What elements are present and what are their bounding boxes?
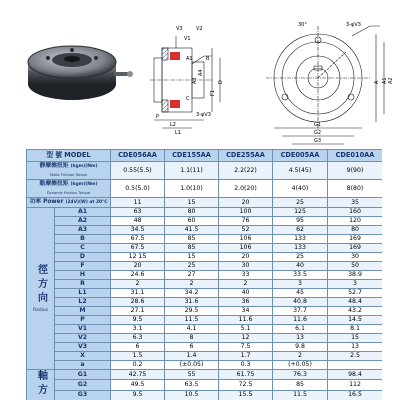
table-cell: 25	[273, 198, 328, 208]
dim-label: V3	[176, 26, 183, 32]
table-cell: 2.5	[328, 352, 383, 361]
dim-label: D	[218, 80, 224, 84]
group-label-cn: 徑方向	[35, 263, 47, 306]
dim-label: 3-φV3	[196, 112, 211, 118]
dim-label: P	[156, 114, 160, 120]
table-cell: 8(80)	[328, 180, 383, 198]
table-cell: 0.3	[219, 361, 273, 370]
table-cell: 33.5	[273, 271, 328, 280]
table-cell: 4.1	[165, 325, 219, 334]
drawing-svg	[0, 0, 400, 148]
table-cell: 38.9	[328, 271, 383, 280]
table-cell: 3	[328, 280, 383, 289]
param-label: P	[55, 316, 111, 325]
dim-label: G1	[314, 122, 322, 128]
param-label: C	[55, 244, 111, 253]
table-cell: 2.0(20)	[219, 180, 273, 198]
model-name: CDE010AA	[328, 150, 383, 162]
front-view-drawing	[266, 26, 384, 144]
table-cell: 37.7	[273, 307, 328, 316]
dim-label: A1	[186, 56, 193, 62]
table-cell: 12	[219, 334, 273, 343]
table-cell: 112	[328, 380, 383, 390]
table-cell: 45	[273, 289, 328, 298]
dim-label: A	[374, 80, 380, 84]
table-cell: 0.55(5.5)	[111, 162, 165, 180]
power-row	[27, 198, 383, 208]
header-row	[27, 150, 383, 162]
table-cell: 14.5	[328, 316, 383, 325]
group-label	[27, 370, 55, 400]
dim-label: V1	[184, 36, 191, 42]
param-label: V2	[55, 334, 111, 343]
table-row	[27, 289, 383, 298]
table-cell: 40	[219, 289, 273, 298]
table-cell: 6	[165, 343, 219, 352]
table-cell: 2	[111, 280, 165, 289]
param-label: F	[55, 262, 111, 271]
table-cell: 13	[328, 343, 383, 352]
table-cell: 61.75	[219, 370, 273, 380]
table-cell: 31.6	[165, 298, 219, 307]
table-cell: 85	[273, 380, 328, 390]
param-label: A1	[55, 208, 111, 217]
table-row	[27, 325, 383, 334]
dim-label: A3	[192, 77, 198, 84]
table-cell: 15	[165, 253, 219, 262]
dim-label: 30°	[298, 22, 307, 28]
table-cell: 4.5(45)	[273, 162, 328, 180]
dim-label: V2	[196, 26, 203, 32]
param-label: L1	[55, 289, 111, 298]
table-cell: 20	[219, 198, 273, 208]
table-row	[27, 262, 383, 271]
table-cell: 49.5	[111, 380, 165, 390]
table-cell: 160	[328, 208, 383, 217]
dim-label: A4	[198, 69, 204, 76]
table-cell: 8	[165, 334, 219, 343]
technical-drawing-area	[0, 0, 400, 148]
table-cell: 41.5	[165, 226, 219, 235]
table-cell: 76.3	[273, 370, 328, 380]
table-row	[27, 380, 383, 390]
table-cell: 27	[165, 271, 219, 280]
table-cell: 25	[273, 253, 328, 262]
table-cell: (±0.05)	[165, 361, 219, 370]
table-cell: 7.5	[219, 343, 273, 352]
table-cell: 72.5	[219, 380, 273, 390]
param-label: A3	[55, 226, 111, 235]
table-cell: 30	[219, 262, 273, 271]
table-cell: 33	[219, 271, 273, 280]
table-row	[27, 352, 383, 361]
table-cell: 30	[328, 253, 383, 262]
param-label: V1	[55, 325, 111, 334]
table-row	[27, 235, 383, 244]
param-label: R	[55, 280, 111, 289]
dim-label: G3	[314, 138, 322, 144]
table-cell: 20	[219, 253, 273, 262]
table-cell: 133	[273, 235, 328, 244]
table-cell: 63	[111, 208, 165, 217]
model-name: CDE005AA	[273, 150, 328, 162]
table-cell: 9(90)	[328, 162, 383, 180]
table-cell: 11.5	[165, 316, 219, 325]
table-cell: 29.5	[165, 307, 219, 316]
model-name: CDE056AA	[111, 150, 165, 162]
table-row	[27, 370, 383, 380]
table-cell: 0.5(5.0)	[111, 180, 165, 198]
table-cell: 35	[328, 198, 383, 208]
table-cell: 5.1	[219, 325, 273, 334]
table-cell: 6.3	[111, 334, 165, 343]
dim-label: B	[206, 56, 210, 62]
spec-table	[26, 149, 382, 400]
table-cell: 34	[219, 307, 273, 316]
table-cell: 98.4	[328, 370, 383, 380]
table-cell: 76	[219, 217, 273, 226]
table-cell: 6	[111, 343, 165, 352]
dim-label: F1	[210, 89, 216, 96]
table-cell: 1.0(10)	[165, 180, 219, 198]
table-cell: 2.2(22)	[219, 162, 273, 180]
static-torque-row	[27, 162, 383, 180]
table-row	[27, 298, 383, 307]
table-cell: 67.5	[111, 244, 165, 253]
table-cell: 1.7	[219, 352, 273, 361]
table-cell: (+0.05)	[273, 361, 328, 370]
table-cell: 3.1	[111, 325, 165, 334]
dim-label: C	[186, 96, 190, 102]
table-row	[27, 334, 383, 343]
table-cell	[328, 361, 383, 370]
table-cell: 9.5	[111, 316, 165, 325]
table-cell: 52	[219, 226, 273, 235]
table-cell: 15	[165, 198, 219, 208]
table-cell: 169	[328, 244, 383, 253]
param-label: a	[55, 361, 111, 370]
table-cell: 80	[328, 226, 383, 235]
table-cell: 125	[273, 208, 328, 217]
table-cell: 36	[219, 298, 273, 307]
param-label: D	[55, 253, 111, 262]
table-cell: 3	[273, 280, 328, 289]
table-cell: 34.5	[111, 226, 165, 235]
table-cell: 15.5	[219, 390, 273, 400]
table-cell: 9.8	[273, 343, 328, 352]
table-cell: 95	[273, 217, 328, 226]
param-label: G1	[55, 370, 111, 380]
table-cell: 34.2	[165, 289, 219, 298]
param-label: X	[55, 352, 111, 361]
table-cell: 11.5	[273, 390, 328, 400]
table-cell: 11	[111, 198, 165, 208]
table-cell: 15	[328, 334, 383, 343]
table-row	[27, 316, 383, 325]
axial-section	[27, 370, 383, 400]
table-row	[27, 361, 383, 370]
group-label-cn: 軸方	[35, 370, 47, 398]
table-cell: 9.5	[111, 390, 165, 400]
model-name: CDE255AA	[219, 150, 273, 162]
table-cell: 42.75	[111, 370, 165, 380]
table-cell: 43.2	[328, 307, 383, 316]
table-cell: 48	[111, 217, 165, 226]
table-cell: 100	[219, 208, 273, 217]
dim-label: G2	[314, 130, 322, 136]
table-cell: 85	[165, 244, 219, 253]
table-cell: 67.5	[111, 235, 165, 244]
param-label: H	[55, 271, 111, 280]
group-label-en: Radius	[32, 307, 49, 313]
table-cell: 62	[273, 226, 328, 235]
param-label: A2	[55, 217, 111, 226]
table-cell: 24.6	[111, 271, 165, 280]
spec-table-wrap	[26, 149, 382, 400]
table-cell: 80	[165, 208, 219, 217]
table-cell: 40	[273, 262, 328, 271]
dim-label: A2	[388, 77, 394, 84]
dynamic-torque-row	[27, 180, 383, 198]
table-row	[27, 208, 383, 217]
table-cell: 2	[273, 352, 328, 361]
table-cell: 28.6	[111, 298, 165, 307]
table-cell: 48.4	[328, 298, 383, 307]
table-row	[27, 226, 383, 235]
group-label	[27, 208, 55, 370]
table-row	[27, 280, 383, 289]
table-cell: 52.7	[328, 289, 383, 298]
dim-label: A1	[382, 77, 388, 84]
table-cell: 4(40)	[273, 180, 328, 198]
table-cell: 31.1	[111, 289, 165, 298]
table-cell: 2	[165, 280, 219, 289]
table-row	[27, 244, 383, 253]
table-cell: 0.2	[111, 361, 165, 370]
table-cell: 20	[111, 262, 165, 271]
table-row	[27, 253, 383, 262]
static-torque-label: 靜摩擦扭矩 (kgm)(Nm) Static Friction Torque	[27, 162, 111, 180]
model-label: 型 號 MODEL	[27, 150, 111, 162]
model-name: CDE155AA	[165, 150, 219, 162]
table-cell: 133	[273, 244, 328, 253]
table-cell: 10.5	[165, 390, 219, 400]
table-row	[27, 390, 383, 400]
table-row	[27, 271, 383, 280]
table-cell: 8.1	[328, 325, 383, 334]
param-label: B	[55, 235, 111, 244]
table-cell: 1.5	[111, 352, 165, 361]
table-cell: 6.1	[273, 325, 328, 334]
table-cell: 55	[165, 370, 219, 380]
dim-label: 3-φV3	[346, 22, 361, 28]
table-cell: 50	[328, 262, 383, 271]
table-cell: 106	[219, 235, 273, 244]
product-photo	[28, 46, 133, 100]
param-label: V3	[55, 343, 111, 352]
radial-section	[27, 208, 383, 370]
table-cell: 27.1	[111, 307, 165, 316]
param-label: M	[55, 307, 111, 316]
table-cell: 13	[273, 334, 328, 343]
table-row	[27, 343, 383, 352]
dim-label: L1	[175, 130, 181, 136]
table-cell: 25	[165, 262, 219, 271]
table-cell: 120	[328, 217, 383, 226]
param-label: G2	[55, 380, 111, 390]
param-label: L2	[55, 298, 111, 307]
param-label: G3	[55, 390, 111, 400]
table-cell: 1.1(11)	[165, 162, 219, 180]
table-cell: 11.6	[273, 316, 328, 325]
table-cell: 2	[219, 280, 273, 289]
table-cell: 12 15	[111, 253, 165, 262]
table-row	[27, 217, 383, 226]
table-cell: 40.8	[273, 298, 328, 307]
table-cell: 16.5	[328, 390, 383, 400]
table-cell: 1.4	[165, 352, 219, 361]
table-cell: 85	[165, 235, 219, 244]
dim-label: L2	[170, 122, 176, 128]
table-cell: 60	[165, 217, 219, 226]
table-cell: 169	[328, 235, 383, 244]
table-cell: 106	[219, 244, 273, 253]
table-row	[27, 307, 383, 316]
dynamic-torque-label: 動摩擦扭矩 (kgm)(Nm) Dynamic Friction Torque	[27, 180, 111, 198]
table-cell: 11.6	[219, 316, 273, 325]
power-label: 功率 Power (24V)(W) at 20°C	[27, 198, 111, 208]
table-cell: 63.5	[165, 380, 219, 390]
